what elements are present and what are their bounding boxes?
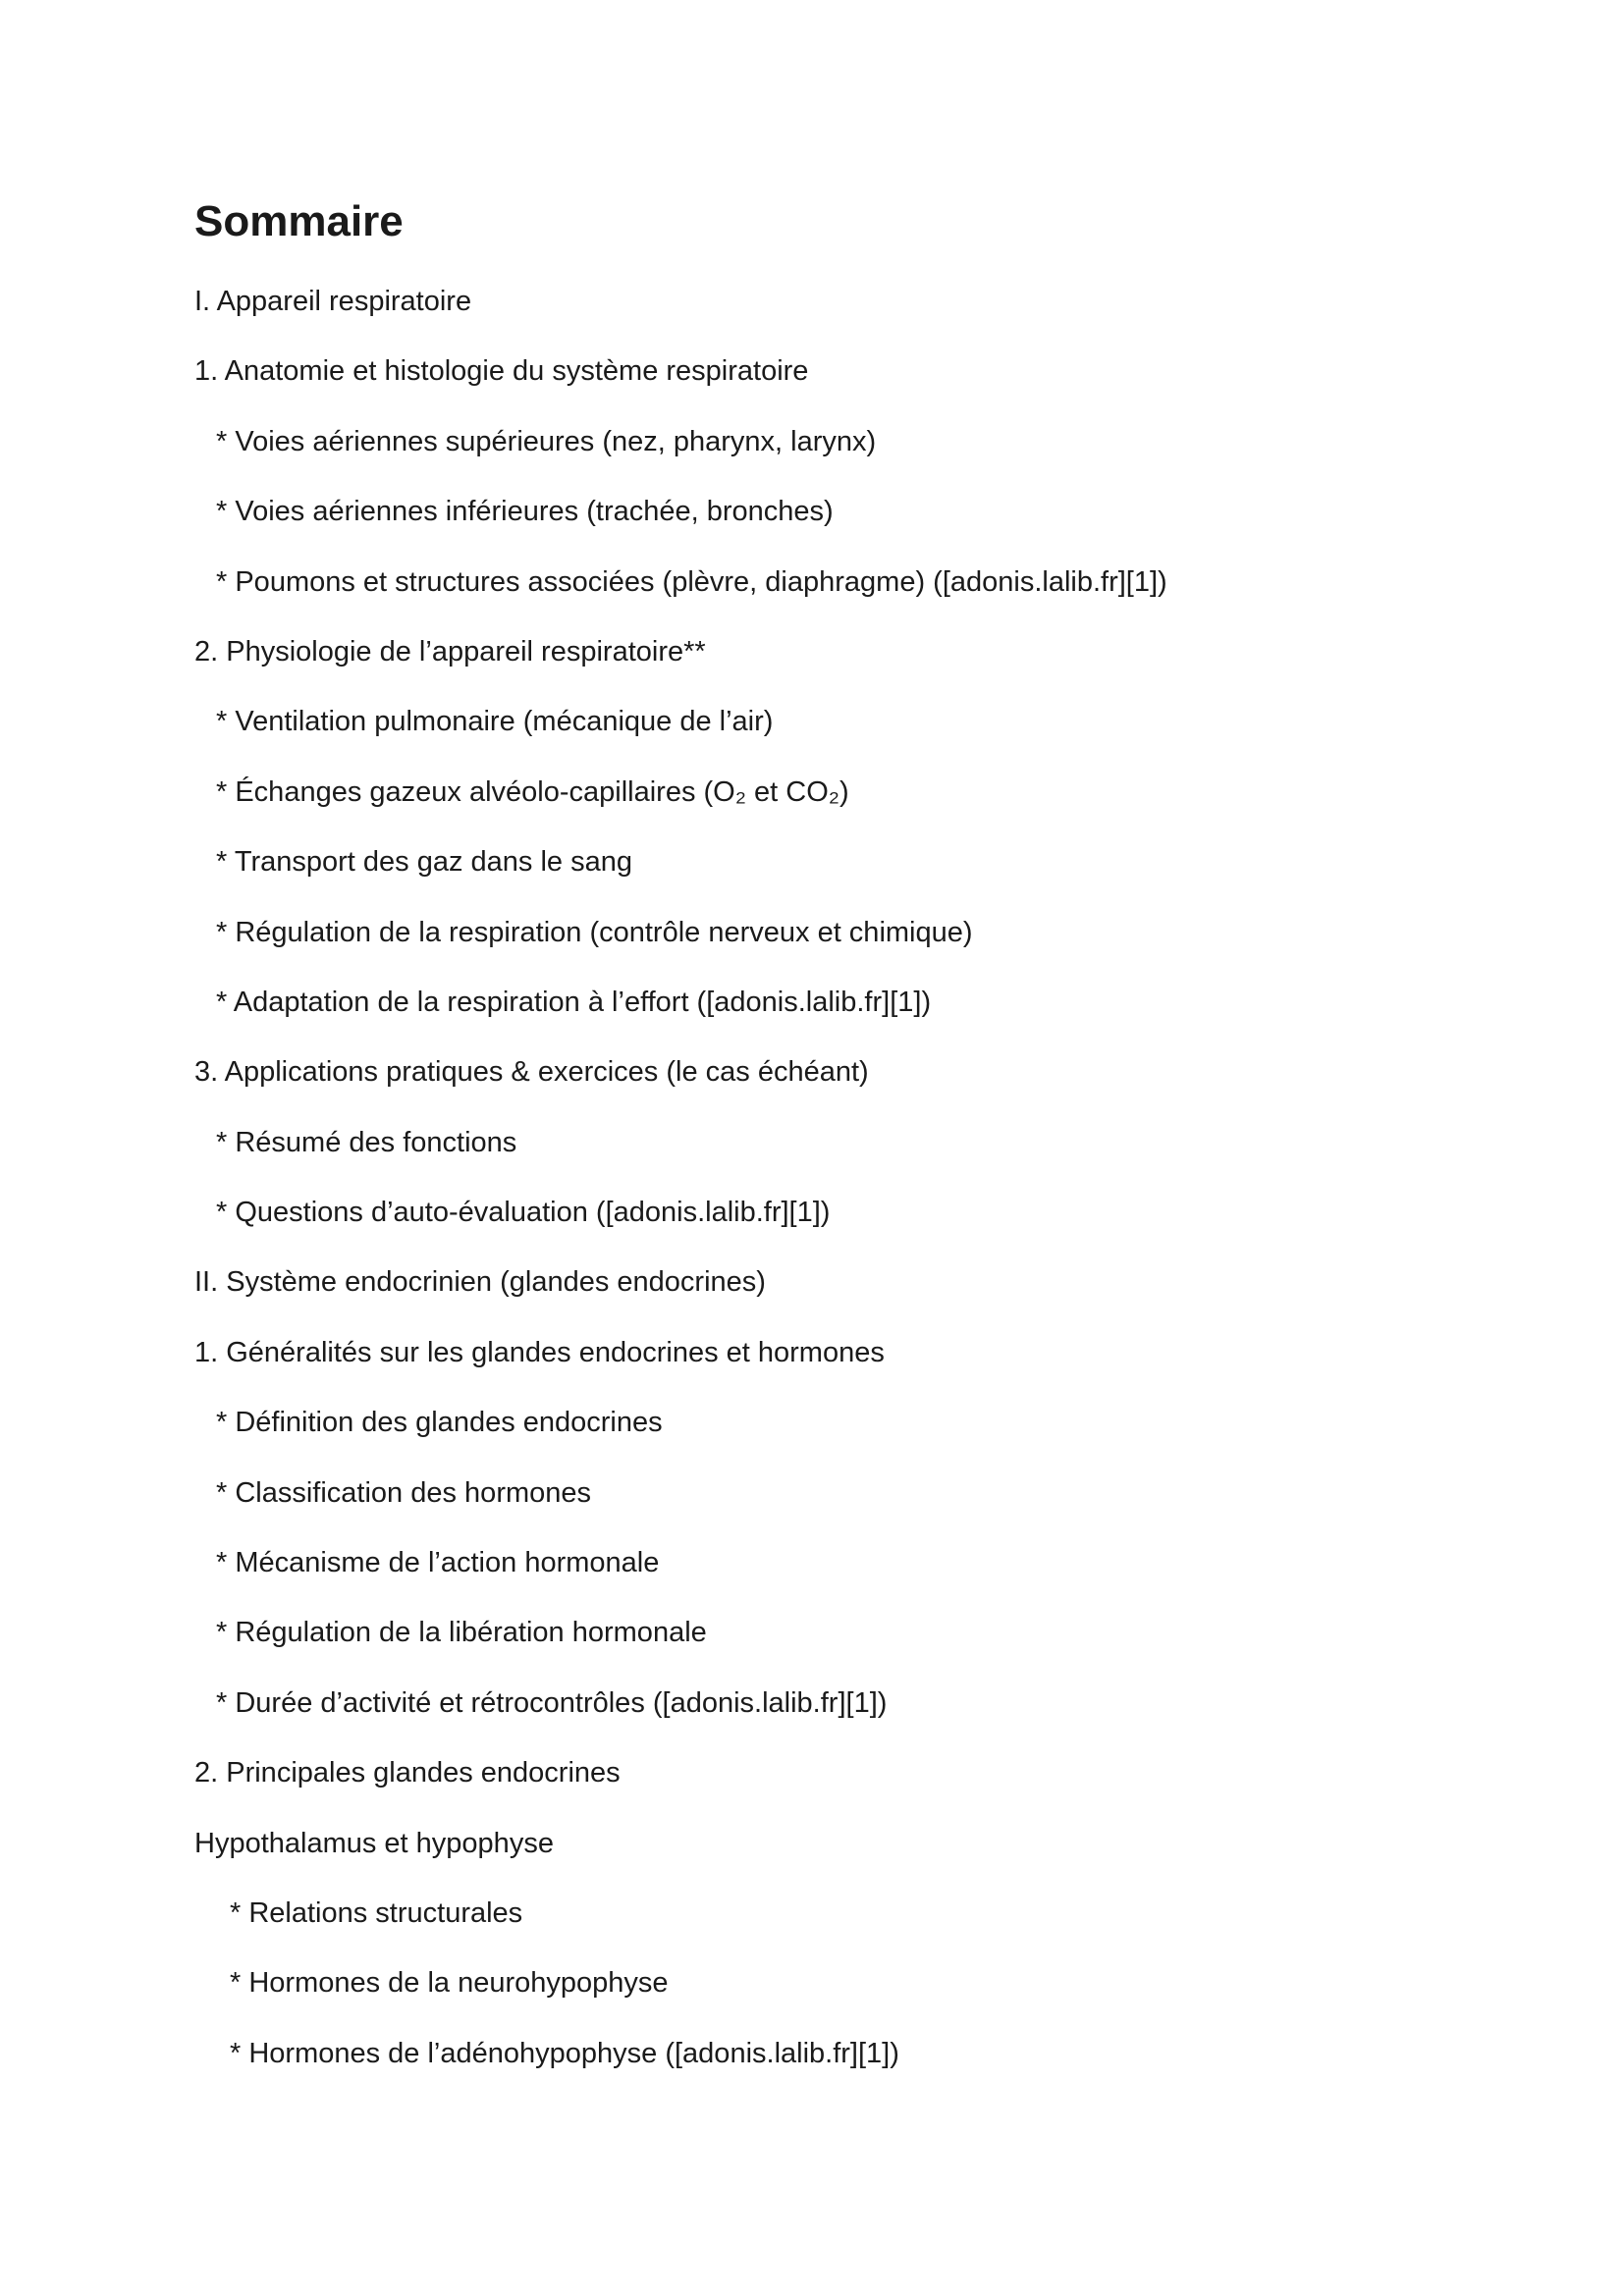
toc-subentry: * Régulation de la respiration (contrôle nerveux et chimique)	[216, 916, 973, 948]
toc-entry: 3. Applications pratiques & exercices (le cas échéant)	[194, 1056, 869, 1089]
toc-subentry: * Ventilation pulmonaire (mécanique de l’air)	[216, 706, 774, 738]
toc-subentry: * Voies aériennes supérieures (nez, pharynx, larynx)	[216, 425, 877, 457]
table-of-contents	[194, 282, 1471, 2104]
toc-subentry: * Définition des glandes endocrines	[216, 1407, 663, 1439]
toc-entry: 1. Généralités sur les glandes endocrines et hormones	[194, 1336, 885, 1368]
toc-subentry: * Classification des hormones	[216, 1476, 592, 1509]
toc-subentry: * Voies aériennes inférieures (trachée, bronches)	[216, 496, 834, 528]
toc-subentry: * Poumons et structures associées (plèvre, diaphragme) ([adonis.lalib.fr][1])	[216, 565, 1167, 598]
toc-entry: II. Système endocrinien (glandes endocrines)	[194, 1266, 766, 1299]
toc-entry: 2. Physiologie de l’appareil respiratoire**	[194, 635, 706, 667]
toc-entry: 1. Anatomie et histologie du système respiratoire	[194, 355, 809, 388]
page-title: Sommaire	[194, 197, 404, 245]
toc-subentry: * Hormones de l’adénohypophyse ([adonis.lalib.fr][1])	[230, 2037, 899, 2069]
toc-subentry: * Questions d’auto‑évaluation ([adonis.lalib.fr][1])	[216, 1197, 831, 1229]
toc-entry: Hypothalamus et hypophyse	[194, 1827, 554, 1859]
toc-entry: I. Appareil respiratoire	[194, 286, 472, 317]
toc-subentry: * Hormones de la neurohypophyse	[230, 1967, 669, 2000]
toc-subentry: * Relations structurales	[230, 1896, 523, 1929]
toc-subentry: * Mécanisme de l’action hormonale	[216, 1547, 660, 1579]
toc-subentry: * Échanges gazeux alvéolo‑capillaires (O₂ et CO₂)	[216, 775, 849, 808]
toc-subentry: * Régulation de la libération hormonale	[216, 1617, 707, 1649]
toc-subentry: * Durée d’activité et rétrocontrôles ([adonis.lalib.fr][1])	[216, 1686, 888, 1719]
toc-subentry: * Résumé des fonctions	[216, 1126, 517, 1158]
toc-subentry: * Adaptation de la respiration à l’effort ([adonis.lalib.fr][1])	[216, 986, 932, 1018]
toc-entry: 2. Principales glandes endocrines	[194, 1757, 621, 1789]
toc-subentry: * Transport des gaz dans le sang	[216, 846, 632, 879]
